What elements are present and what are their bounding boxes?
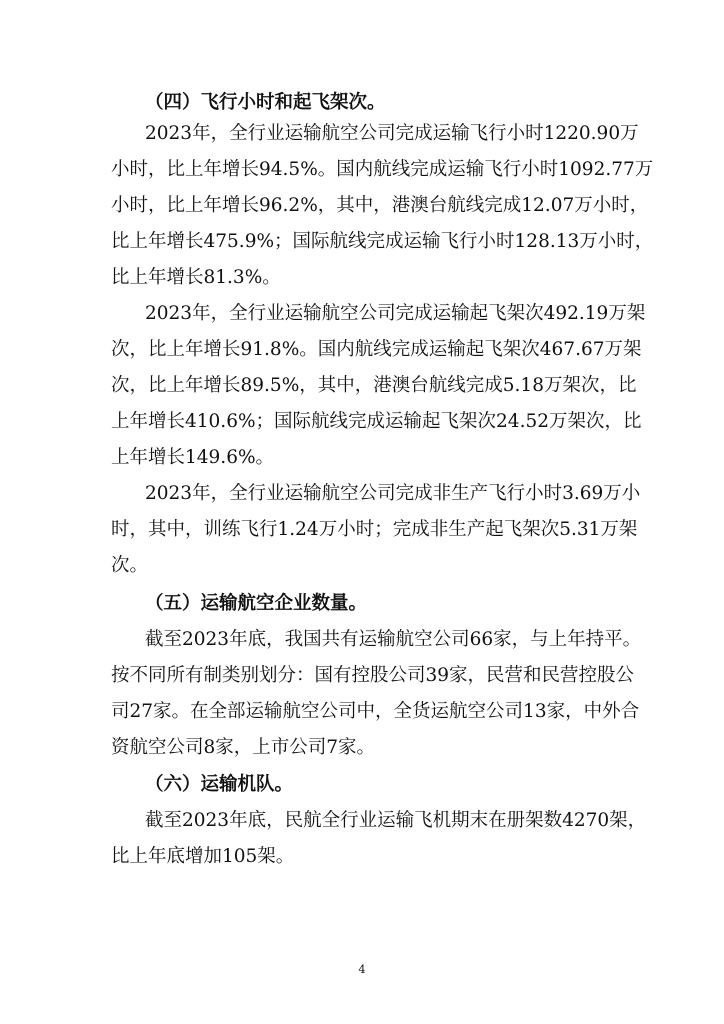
paragraph-line: 次。	[111, 555, 149, 576]
paragraph-line: 上年增长410.6%；国际航线完成运输起飞架次24.52万架次，比	[111, 411, 642, 432]
paragraph-line: 上年增长149.6%。	[111, 447, 275, 468]
paragraph-line: 司27家。在全部运输航空公司中，全货运航空公司13家，中外合	[111, 701, 640, 722]
paragraph-line: 2023年，全行业运输航空公司完成运输飞行小时1220.90万	[145, 123, 639, 144]
page-number: 4	[358, 963, 366, 976]
paragraph-line: 2023年，全行业运输航空公司完成非生产飞行小时3.69万小	[145, 483, 641, 504]
paragraph-line: 截至2023年底，我国共有运输航空公司66家，与上年持平。	[145, 629, 642, 650]
paragraph-line: 小时，比上年增长96.2%，其中，港澳台航线完成12.07万小时，	[111, 195, 649, 216]
paragraph-line: 截至2023年底，民航全行业运输飞机期末在册架数4270架，	[145, 810, 647, 831]
paragraph-line: 按不同所有制类别划分：国有控股公司39家，民营和民营控股公	[111, 665, 635, 686]
paragraph-line: 时，其中，训练飞行1.24万小时；完成非生产起飞架次5.31万架	[111, 519, 638, 540]
paragraph-line: 资航空公司8家，上市公司7家。	[111, 737, 376, 758]
paragraph-line: 次，比上年增长89.5%，其中，港澳台航线完成5.18万架次，比	[111, 375, 637, 396]
section-heading: （六）运输机队。	[145, 774, 294, 795]
paragraph-line: 比上年底增加105架。	[111, 846, 295, 867]
section-heading: （五）运输航空企业数量。	[145, 593, 368, 614]
paragraph-line: 2023年，全行业运输航空公司完成运输起飞架次492.19万架	[145, 303, 646, 324]
paragraph-line: 小时，比上年增长94.5%。国内航线完成运输飞行小时1092.77万	[111, 159, 654, 180]
paragraph-line: 比上年增长81.3%。	[111, 267, 281, 288]
section-heading: （四）飞行小时和起飞架次。	[145, 92, 386, 113]
paragraph-line: 次，比上年增长91.8%。国内航线完成运输起飞架次467.67万架	[111, 339, 642, 360]
paragraph-line: 比上年增长475.9%；国际航线完成运输飞行小时128.13万小时，	[111, 231, 654, 252]
